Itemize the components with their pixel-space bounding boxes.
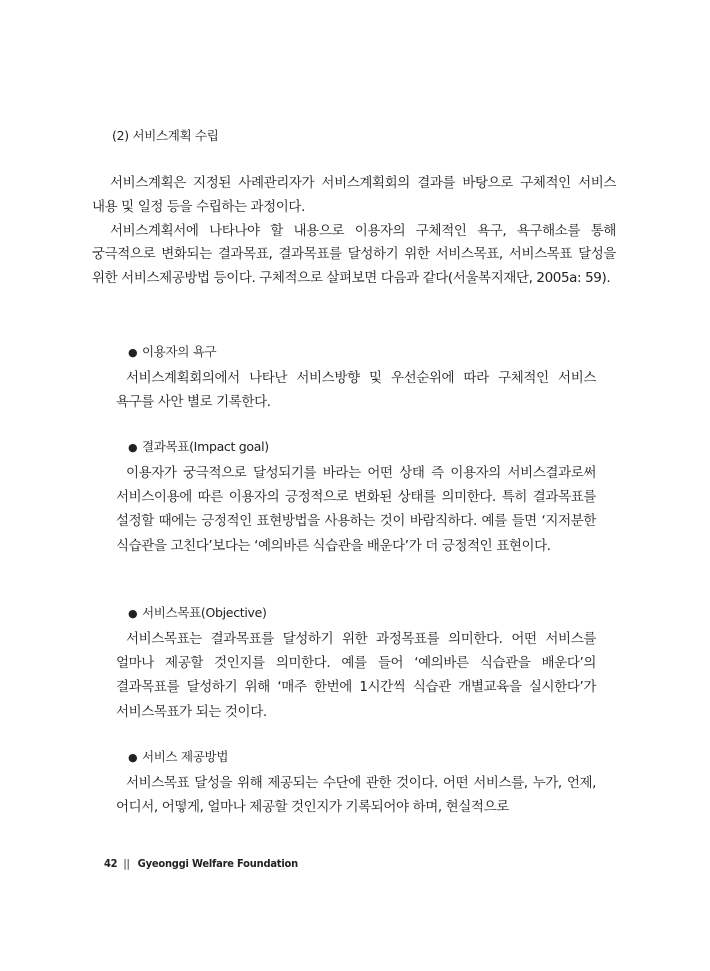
paragraph-contents: 서비스계획서에 나타나야 할 내용으로 이용자의 구체적인 욕구, 욕구해소를 통해 궁극적으로 변화되는 결과목표, 결과목표를 달성하기 위한 서비스목표, 서비스목표 달성을 위한 서비스제공방법 등이다. 구체적으로 살펴보면 다음과 같다(서울복지재단, 2005a: 59). (92, 222, 616, 287)
page-footer (104, 857, 298, 870)
bullet-title-text: 서비스목표(Objective) (142, 605, 267, 620)
bullet-user-needs (116, 342, 596, 414)
bullet-title (128, 342, 596, 363)
bullet-objective (116, 603, 596, 724)
bullet-dot-icon: ● (128, 607, 138, 620)
bullet-title (128, 603, 596, 624)
publisher-name: Gyeonggi Welfare Foundation (137, 857, 298, 870)
bullet-dot-icon: ● (128, 441, 138, 454)
bullet-dot-icon: ● (128, 751, 138, 764)
bullet-service-method (116, 747, 596, 819)
page-number: 42 (104, 857, 118, 870)
section-heading: (2) 서비스계획 수립 (112, 128, 219, 143)
bullet-title (128, 747, 596, 768)
bullet-body: 서비스목표 달성을 위해 제공되는 수단에 관한 것이다. 어떤 서비스를, 누가, 언제, 어디서, 어떻게, 얼마나 제공할 것인지가 기록되어야 하며, 현실적으로 (116, 775, 596, 816)
bullet-title-text: 이용자의 욕구 (142, 344, 217, 359)
bullet-title-text: 서비스 제공방법 (142, 749, 229, 764)
bullet-impact-goal (116, 437, 596, 558)
bullet-body: 서비스계획회의에서 나타난 서비스방향 및 우선순위에 따라 구체적인 서비스 욕구를 사안 별로 기록한다. (116, 370, 596, 411)
footer-separator: || (123, 857, 130, 870)
bullet-dot-icon: ● (128, 346, 138, 359)
bullet-body: 서비스목표는 결과목표를 달성하기 위한 과정목표를 의미한다. 어떤 서비스를 얼마나 제공할 것인지를 의미한다. 예를 들어 ‘예의바른 식습관을 배운다’의 결과목표를 달성하기 위해 ‘매주 한번에 1시간씩 식습관 개별교육을 실시한다’가 서비스목표가 되는 것이다. (116, 631, 596, 720)
bullet-title (128, 437, 596, 458)
paragraph-intro: 서비스계획은 지정된 사례관리자가 서비스계획회의 결과를 바탕으로 구체적인 서비스 내용 및 일정 등을 수립하는 과정이다. (92, 175, 616, 215)
bullet-body: 이용자가 궁극적으로 달성되기를 바라는 어떤 상태 즉 이용자의 서비스결과로써 서비스이용에 따른 이용자의 긍정적으로 변화된 상태를 의미한다. 특히 결과목표를 설정할 때에는 긍정적인 표현방법을 사용하는 것이 바람직하다. 예를 들면 ‘지저분한 식습관을 고친다’보다는 ‘예의바른 식습관을 배운다’가 더 긍정적인 표현이다. (116, 465, 596, 554)
bullet-title-text: 결과목표(Impact goal) (142, 439, 269, 454)
